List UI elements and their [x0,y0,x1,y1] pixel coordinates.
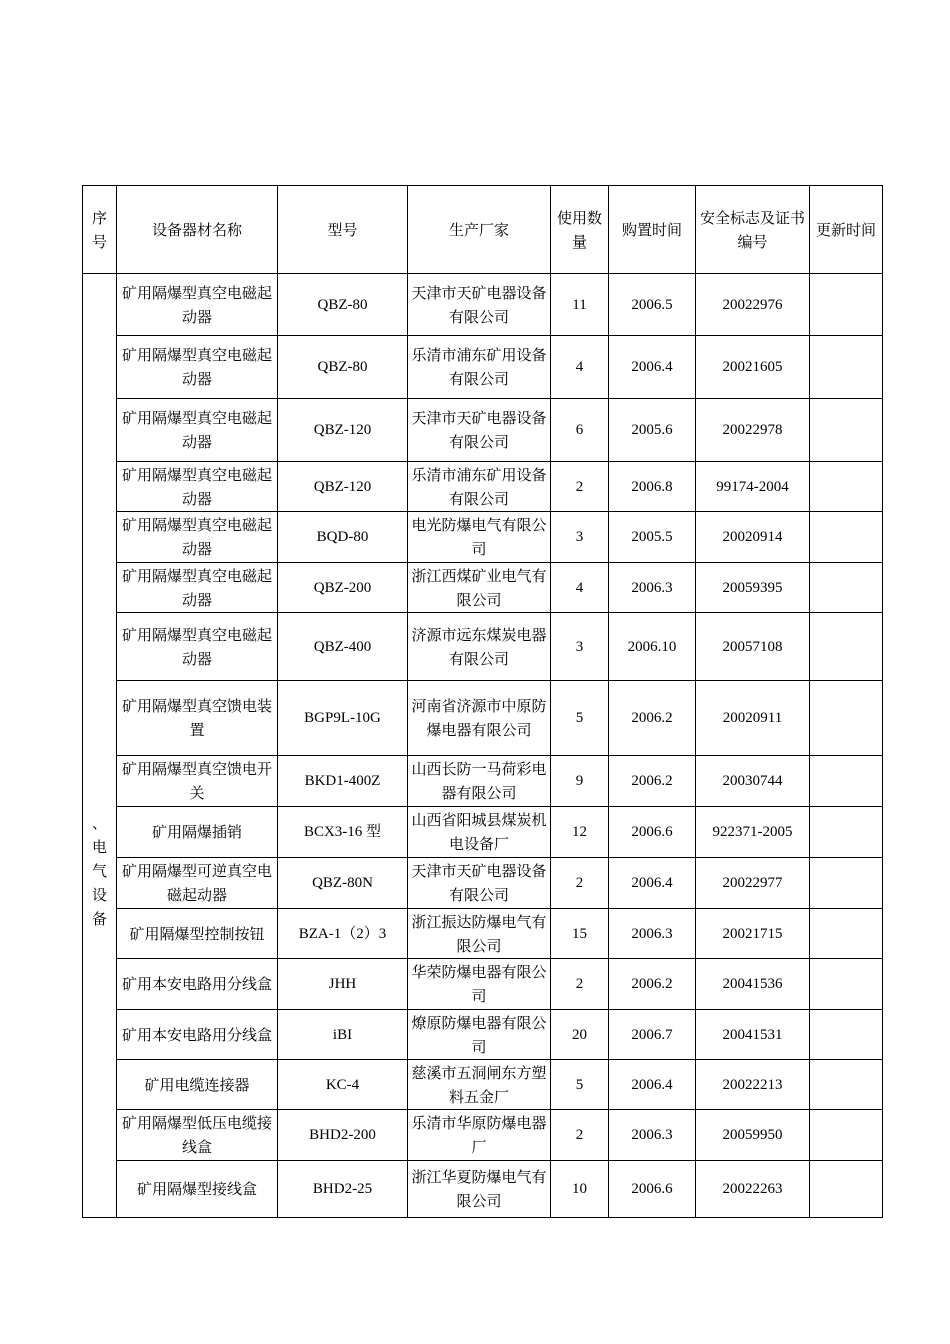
quantity-text: 10 [572,1181,587,1197]
table-row [83,959,883,1010]
maker-text: 浙江西煤矿业电气有限公司 [411,566,547,609]
quantity-text: 12 [572,824,587,840]
equipment-name-text: 矿用隔爆型接线盒 [136,1180,257,1198]
model-text: QBZ-80 [317,296,368,313]
quantity-cell [551,1010,609,1060]
equipment-name-text: 矿用隔爆型可逆真空电磁起动器 [121,862,272,904]
model-text: QBZ-120 [313,478,372,495]
update-time-cell [810,462,883,512]
model-text: BZA-1（2）3 [298,925,387,942]
header-model: 型号 [278,186,408,274]
purchase-date-text: 2006.2 [631,773,673,789]
equipment-name-cell [117,274,278,336]
equipment-name-text: 矿用隔爆型真空电磁起动器 [121,409,272,451]
header-cert: 安全标志及证书编号 [696,186,810,274]
quantity-text: 2 [575,875,584,891]
maker-text: 慈溪市五洞闸东方塑料五金厂 [411,1063,547,1106]
quantity-cell [551,274,609,336]
maker-text: 济源市远东煤炭电器有限公司 [411,625,547,668]
model-cell [278,807,408,858]
maker-text: 电光防爆电气有限公司 [411,516,547,558]
purchase-date-text: 2005.5 [631,529,673,545]
purchase-date-text: 2005.6 [631,422,673,438]
purchase-date-cell [609,1161,696,1218]
equipment-name-text: 矿用隔爆型真空电磁起动器 [121,625,272,668]
category-cell [83,274,117,1218]
certificate-cell [696,399,810,462]
purchase-date-text: 2006.2 [631,976,673,992]
maker-text: 山西省阳城县煤炭机电设备厂 [411,811,547,853]
model-text: BHD2-200 [309,1127,376,1143]
update-time-cell [810,807,883,858]
quantity-text: 5 [575,1076,584,1093]
purchase-date-text: 2006.8 [631,478,673,495]
equipment-name-cell [117,462,278,512]
maker-cell [408,274,551,336]
update-time-cell [810,1110,883,1161]
update-time-cell [810,336,883,399]
quantity-cell [551,858,609,909]
model-text: QBZ-400 [313,638,372,655]
table-row [83,807,883,858]
header-index: 序号 [83,186,117,274]
maker-text: 天津市天矿电器设备有限公司 [411,283,547,326]
quantity-cell [551,959,609,1010]
quantity-text: 2 [575,1127,584,1143]
certificate-text: 20022978 [722,422,783,438]
quantity-cell [551,756,609,807]
equipment-name-text: 矿用隔爆型真空电磁起动器 [121,283,272,326]
model-text: BKD1-400Z [304,773,381,789]
maker-text: 乐清市浦东矿用设备有限公司 [411,465,547,508]
header-date: 购置时间 [609,186,696,274]
certificate-cell [696,807,810,858]
certificate-text: 20022213 [722,1076,783,1093]
update-time-cell [810,1161,883,1218]
header-row [83,186,883,274]
model-cell [278,681,408,756]
certificate-cell [696,909,810,959]
maker-cell [408,613,551,681]
quantity-text: 2 [575,976,584,992]
equipment-name-cell [117,563,278,613]
header-maker: 生产厂家 [408,186,551,274]
equipment-name-cell [117,681,278,756]
purchase-date-text: 2006.3 [631,925,673,942]
maker-text: 浙江振达防爆电气有限公司 [411,912,547,955]
maker-text: 华荣防爆电器有限公司 [411,963,547,1005]
purchase-date-text: 2006.6 [631,824,673,840]
maker-text: 燎原防爆电器有限公司 [411,1013,547,1056]
table-row [83,1010,883,1060]
maker-text: 浙江华夏防爆电气有限公司 [411,1168,547,1210]
maker-cell [408,1161,551,1218]
model-text: iBI [332,1026,353,1043]
model-cell [278,462,408,512]
certificate-cell [696,681,810,756]
model-cell [278,336,408,399]
model-cell [278,399,408,462]
table-row [83,563,883,613]
model-cell [278,909,408,959]
equipment-name-text: 矿用隔爆型真空电磁起动器 [121,516,272,558]
certificate-text: 20020911 [722,710,783,726]
certificate-text: 20041536 [722,976,783,992]
quantity-cell [551,613,609,681]
equipment-name-cell [117,756,278,807]
update-time-cell [810,858,883,909]
table-body [83,274,883,1218]
update-time-cell [810,1010,883,1060]
equipment-name-cell [117,807,278,858]
model-cell [278,613,408,681]
purchase-date-cell [609,512,696,563]
equipment-name-cell [117,1161,278,1218]
table-row [83,1161,883,1218]
equipment-table [82,185,883,1218]
model-text: QBZ-80 [317,359,368,375]
model-text: JHH [328,976,357,992]
purchase-date-cell [609,1110,696,1161]
model-cell [278,1060,408,1110]
equipment-name-text: 矿用隔爆插销 [151,823,242,841]
model-text: QBZ-80N [312,875,373,891]
maker-text: 河南省济源市中原防爆电器有限公司 [411,697,547,739]
quantity-text: 2 [575,478,584,495]
quantity-cell [551,1110,609,1161]
purchase-date-text: 2006.10 [627,638,677,655]
equipment-name-text: 矿用本安电路用分线盒 [121,1025,272,1044]
purchase-date-cell [609,274,696,336]
maker-cell [408,807,551,858]
certificate-cell [696,1110,810,1161]
update-time-cell [810,613,883,681]
update-time-cell [810,399,883,462]
model-cell [278,959,408,1010]
model-text: BQD-80 [316,529,369,545]
certificate-text: 20030744 [722,773,783,789]
purchase-date-text: 2006.2 [631,710,673,726]
equipment-name-text: 矿用隔爆型真空电磁起动器 [121,346,272,388]
model-cell [278,1010,408,1060]
equipment-name-cell [117,512,278,563]
equipment-name-cell [117,399,278,462]
quantity-cell [551,512,609,563]
quantity-cell [551,336,609,399]
quantity-text: 3 [575,638,584,655]
update-time-cell [810,681,883,756]
purchase-date-text: 2006.7 [631,1026,673,1043]
header-qty: 使用数量 [551,186,609,274]
certificate-cell [696,462,810,512]
maker-text: 天津市天矿电器设备有限公司 [411,862,547,904]
quantity-text: 4 [575,359,584,375]
certificate-cell [696,959,810,1010]
equipment-name-cell [117,336,278,399]
certificate-cell [696,336,810,399]
certificate-text: 20021715 [722,925,783,942]
table-row [83,613,883,681]
certificate-text: 20022977 [722,875,783,891]
table-row [83,858,883,909]
header-name: 设备器材名称 [117,186,278,274]
purchase-date-cell [609,336,696,399]
purchase-date-text: 2006.3 [631,1127,673,1143]
category-label: 、电气设备 [91,813,107,928]
purchase-date-cell [609,807,696,858]
quantity-text: 3 [575,529,584,545]
certificate-cell [696,1060,810,1110]
purchase-date-text: 2006.5 [631,296,673,313]
model-cell [278,1110,408,1161]
purchase-date-text: 2006.3 [631,579,673,596]
table-row [83,756,883,807]
equipment-name-cell [117,1010,278,1060]
certificate-cell [696,1161,810,1218]
maker-text: 乐清市浦东矿用设备有限公司 [411,346,547,388]
maker-cell [408,1110,551,1161]
quantity-cell [551,807,609,858]
certificate-text: 20057108 [722,638,783,655]
equipment-name-cell [117,858,278,909]
table-row [83,399,883,462]
model-cell [278,274,408,336]
table-row [83,1060,883,1110]
maker-cell [408,1010,551,1060]
quantity-text: 5 [575,710,584,726]
update-time-cell [810,274,883,336]
quantity-cell [551,681,609,756]
update-time-cell [810,512,883,563]
purchase-date-cell [609,858,696,909]
certificate-text: 20022976 [722,296,783,313]
maker-cell [408,959,551,1010]
purchase-date-cell [609,399,696,462]
certificate-cell [696,858,810,909]
quantity-cell [551,1060,609,1110]
quantity-cell [551,563,609,613]
equipment-name-text: 矿用隔爆型真空馈电装置 [121,697,272,739]
equipment-name-cell [117,1060,278,1110]
equipment-name-cell [117,1110,278,1161]
purchase-date-cell [609,959,696,1010]
quantity-text: 11 [572,296,587,313]
certificate-text: 922371-2005 [712,824,793,840]
quantity-text: 15 [572,925,587,942]
table-row [83,909,883,959]
purchase-date-text: 2006.6 [631,1181,673,1197]
maker-cell [408,756,551,807]
model-cell [278,512,408,563]
model-cell [278,858,408,909]
certificate-cell [696,1010,810,1060]
maker-cell [408,1060,551,1110]
purchase-date-text: 2006.4 [631,1076,673,1093]
model-text: BGP9L-10G [304,710,381,726]
model-text: QBZ-200 [313,579,372,596]
table-row [83,1110,883,1161]
table-row [83,336,883,399]
quantity-text: 20 [572,1026,587,1043]
model-cell [278,563,408,613]
purchase-date-cell [609,756,696,807]
purchase-date-cell [609,681,696,756]
equipment-name-text: 矿用电缆连接器 [144,1075,250,1094]
maker-text: 山西长防一马荷彩电器有限公司 [411,760,547,802]
certificate-cell [696,512,810,563]
purchase-date-text: 2006.4 [631,875,673,891]
certificate-cell [696,274,810,336]
equipment-name-cell [117,959,278,1010]
update-time-cell [810,756,883,807]
update-time-cell [810,959,883,1010]
certificate-cell [696,613,810,681]
update-time-cell [810,909,883,959]
table-row [83,681,883,756]
certificate-text: 20041531 [722,1026,783,1043]
equipment-name-text: 矿用隔爆型控制按钮 [129,924,265,943]
purchase-date-cell [609,909,696,959]
purchase-date-cell [609,1060,696,1110]
quantity-text: 9 [575,773,584,789]
maker-text: 乐清市华原防爆电器厂 [411,1114,547,1156]
certificate-text: 20059950 [722,1127,783,1143]
certificate-cell [696,563,810,613]
quantity-text: 6 [575,422,584,438]
purchase-date-cell [609,462,696,512]
quantity-cell [551,399,609,462]
header-update: 更新时间 [810,186,883,274]
purchase-date-cell [609,1010,696,1060]
update-time-cell [810,563,883,613]
quantity-text: 4 [575,579,584,596]
model-text: BHD2-25 [312,1181,373,1197]
equipment-name-text: 矿用隔爆型真空电磁起动器 [121,465,272,508]
equipment-name-cell [117,613,278,681]
purchase-date-cell [609,613,696,681]
quantity-cell [551,909,609,959]
certificate-text: 99174-2004 [716,478,789,495]
maker-cell [408,462,551,512]
maker-cell [408,512,551,563]
maker-cell [408,336,551,399]
table-row [83,274,883,336]
maker-cell [408,563,551,613]
certificate-cell [696,756,810,807]
quantity-cell [551,1161,609,1218]
equipment-name-text: 矿用隔爆型真空电磁起动器 [121,566,272,609]
equipment-name-text: 矿用隔爆型真空馈电开关 [121,760,272,802]
equipment-name-text: 矿用本安电路用分线盒 [121,975,272,993]
maker-cell [408,909,551,959]
model-cell [278,756,408,807]
maker-text: 天津市天矿电器设备有限公司 [411,409,547,451]
certificate-text: 20020914 [722,529,783,545]
model-text: KC-4 [325,1076,360,1093]
certificate-text: 20059395 [722,579,783,596]
quantity-cell [551,462,609,512]
model-cell [278,1161,408,1218]
model-text: BCX3-16 型 [303,824,382,840]
maker-cell [408,399,551,462]
table-row [83,462,883,512]
purchase-date-text: 2006.4 [631,359,673,375]
equipment-name-cell [117,909,278,959]
maker-cell [408,858,551,909]
update-time-cell [810,1060,883,1110]
equipment-name-text: 矿用隔爆型低压电缆接线盒 [121,1114,272,1156]
purchase-date-cell [609,563,696,613]
maker-cell [408,681,551,756]
certificate-text: 20022263 [722,1181,783,1197]
certificate-text: 20021605 [722,359,783,375]
table-row [83,512,883,563]
model-text: QBZ-120 [313,422,372,438]
